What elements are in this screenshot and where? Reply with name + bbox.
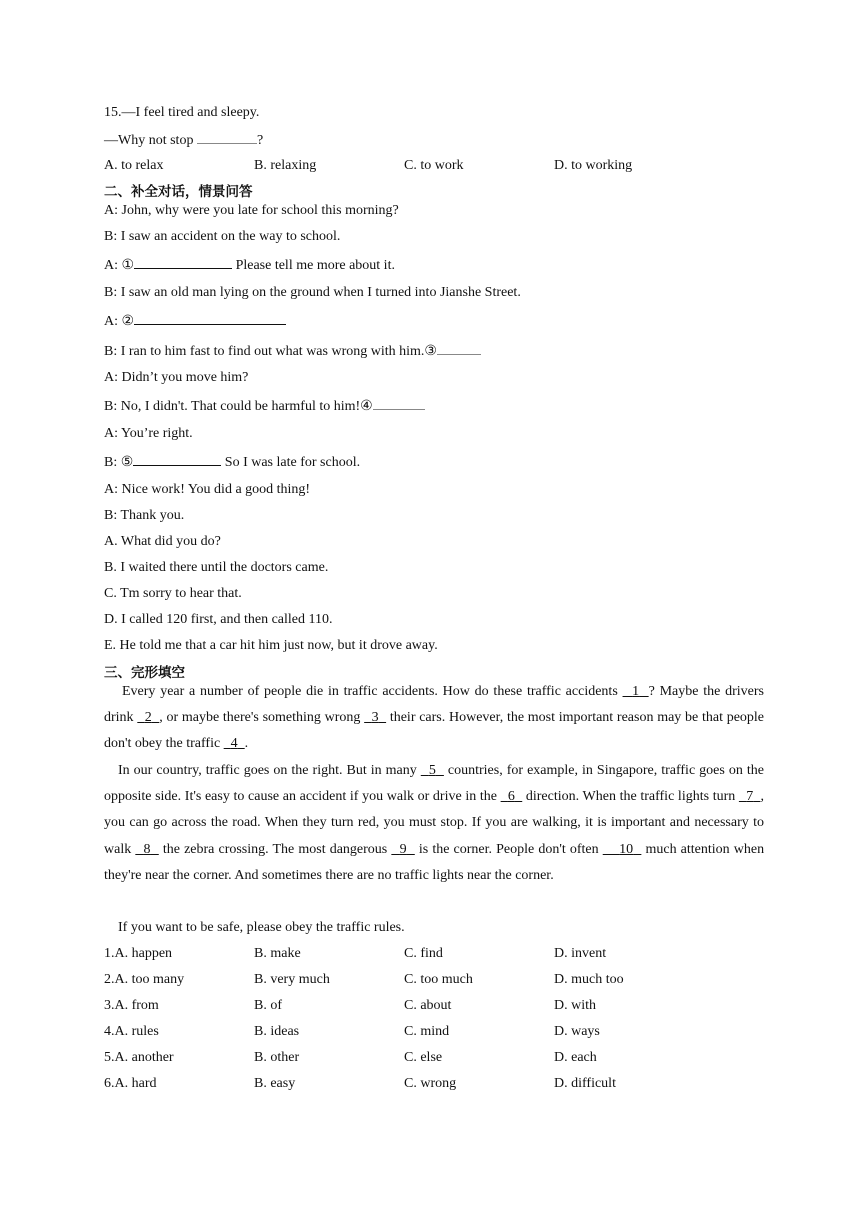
- q15-stem: 15.—I feel tired and sleepy.: [104, 105, 260, 120]
- cloze-blank-10-number: 10: [619, 841, 634, 857]
- dialog-choice-b: B. I waited there until the doctors came.: [104, 560, 329, 575]
- cloze-option-5d: D. each: [554, 1050, 597, 1065]
- dialog-line-2: B: I saw an accident on the way to school.: [104, 229, 341, 244]
- cloze-option-5c: C. else: [404, 1050, 443, 1065]
- dialog-line-8-prefix: B: No, I didn't. That could be harmful to him!④: [104, 399, 373, 414]
- cloze-p1-text-a: Every year a number of people die in traffic accidents. How do these traffic accidents: [122, 684, 623, 699]
- cloze-blank-2: [137, 710, 159, 725]
- dialog-choice-d: D. I called 120 first, and then called 110.: [104, 612, 333, 627]
- q15-blank: [197, 130, 257, 144]
- dialog-line-3-suffix: Please tell me more about it.: [232, 258, 395, 273]
- cloze-option-5b: B. other: [254, 1050, 300, 1065]
- cloze-paragraph-1: [104, 679, 764, 758]
- cloze-p2-text-c: direction. When the traffic lights turn: [522, 789, 739, 805]
- q15-option-c: C. to work: [404, 158, 464, 173]
- cloze-paragraph-2: [104, 758, 764, 889]
- cloze-p2-text-d: , you can go across the road. When they turn red, you must stop. If you are walking, it is important and necessary to walk: [104, 789, 764, 857]
- cloze-option-4a: 4.A. rules: [104, 1024, 159, 1039]
- cloze-blank-1-number: 1: [632, 684, 640, 699]
- cloze-p1-text-e: .: [244, 736, 249, 752]
- dialog-choice-e: E. He told me that a car hit him just now, but it drove away.: [104, 638, 438, 653]
- dialog-line-8: [104, 396, 425, 416]
- dialog-line-11: A: Nice work! You did a good thing!: [104, 482, 311, 497]
- cloze-paragraph-3: If you want to be safe, please obey the traffic rules.: [118, 920, 405, 935]
- cloze-blank-9: [391, 842, 414, 857]
- cloze-option-3b: B. of: [254, 998, 282, 1013]
- dialog-blank-4: [373, 396, 425, 410]
- section2-title: 二、补全对话，情景问答: [104, 184, 253, 200]
- cloze-blank-8-number: 8: [143, 841, 151, 857]
- dialog-line-1: A: John, why were you late for school this morning?: [104, 203, 399, 218]
- dialog-line-5-prefix: A: ②: [104, 314, 135, 329]
- cloze-option-3c: C. about: [404, 998, 452, 1013]
- cloze-blank-4-number: 4: [230, 736, 238, 752]
- cloze-blank-2-number: 2: [144, 710, 152, 726]
- dialog-line-9: A: You’re right.: [104, 426, 193, 441]
- cloze-blank-8: [135, 842, 158, 857]
- dialog-line-10: [104, 452, 360, 472]
- cloze-blank-5: [421, 763, 444, 778]
- dialog-blank-2: [134, 311, 286, 325]
- cloze-option-3a: 3.A. from: [104, 998, 159, 1013]
- cloze-blank-5-number: 5: [428, 763, 436, 778]
- q15-option-d: D. to working: [554, 158, 633, 173]
- cloze-blank-10: [603, 842, 642, 857]
- cloze-option-4d: D. ways: [554, 1024, 600, 1039]
- cloze-blank-9-number: 9: [399, 841, 407, 857]
- dialog-choice-c: C. Tm sorry to hear that.: [104, 586, 242, 601]
- cloze-option-3d: D. with: [554, 998, 596, 1013]
- cloze-option-1c: C. find: [404, 946, 443, 961]
- cloze-option-6c: C. wrong: [404, 1076, 457, 1091]
- cloze-blank-1: [623, 684, 649, 699]
- cloze-blank-3: [364, 710, 386, 725]
- cloze-option-6d: D. difficult: [554, 1076, 616, 1091]
- cloze-option-2a: 2.A. too many: [104, 972, 185, 987]
- q15-option-b: B. relaxing: [254, 158, 317, 173]
- cloze-option-1a: 1.A. happen: [104, 946, 173, 961]
- cloze-p2-text-a: In our country, traffic goes on the right. But in many: [118, 763, 421, 778]
- dialog-line-10-prefix: B: ⑤: [104, 455, 134, 470]
- dialog-blank-5: [133, 452, 221, 466]
- cloze-option-6b: B. easy: [254, 1076, 296, 1091]
- dialog-blank-1: [134, 255, 232, 269]
- cloze-option-2b: B. very much: [254, 972, 330, 987]
- cloze-blank-7: [739, 789, 761, 804]
- cloze-option-6a: 6.A. hard: [104, 1076, 157, 1091]
- cloze-option-4c: C. mind: [404, 1024, 450, 1039]
- q15-reply: [104, 130, 263, 150]
- cloze-p2-text-f: is the corner. People don't often: [414, 841, 603, 857]
- dialog-line-6-prefix: B: I ran to him fast to find out what was wrong with him.③: [104, 344, 437, 359]
- q15-option-a: A. to relax: [104, 158, 164, 173]
- cloze-p2-text-b: countries, for example, in Singapore, traffic goes on the opposite side. It's easy to cause an accident if you walk or drive in the: [104, 763, 764, 805]
- dialog-line-5: [104, 311, 286, 331]
- q15-reply-before: —Why not stop: [104, 133, 197, 148]
- cloze-blank-6-number: 6: [507, 789, 515, 805]
- dialog-line-6: [104, 341, 481, 361]
- dialog-line-10-suffix: So I was late for school.: [221, 455, 361, 470]
- cloze-blank-6: [501, 789, 523, 804]
- cloze-blank-7-number: 7: [746, 789, 754, 805]
- cloze-p1-text-b: ? Maybe the drivers drink: [104, 684, 764, 726]
- dialog-line-12: B: Thank you.: [104, 508, 185, 523]
- cloze-option-2d: D. much too: [554, 972, 624, 987]
- cloze-p1-text-c: , or maybe there's something wrong: [159, 710, 365, 726]
- cloze-blank-4: [224, 736, 245, 751]
- cloze-p1-text-d: their cars. However, the most important reason may be that people don't obey the traffic: [104, 710, 765, 752]
- dialog-blank-3: [437, 341, 481, 355]
- cloze-option-1b: B. make: [254, 946, 301, 961]
- q15-reply-after: ?: [256, 133, 264, 148]
- cloze-p2-text-g: much attention when they're near the corner. And sometimes there are no traffic lights near the corner.: [104, 841, 765, 883]
- cloze-blank-3-number: 3: [371, 710, 379, 726]
- cloze-option-2c: C. too much: [404, 972, 473, 987]
- cloze-p2-text-e: the zebra crossing. The most dangerous: [158, 841, 392, 857]
- cloze-option-1d: D. invent: [554, 946, 607, 961]
- dialog-line-4: B: I saw an old man lying on the ground when I turned into Jianshe Street.: [104, 285, 521, 300]
- dialog-line-3: [104, 255, 395, 275]
- dialog-choice-a: A. What did you do?: [104, 534, 221, 549]
- cloze-option-4b: B. ideas: [254, 1024, 300, 1039]
- dialog-line-7: A: Didn’t you move him?: [104, 370, 249, 385]
- section3-title: 三、完形填空: [104, 665, 185, 681]
- cloze-option-5a: 5.A. another: [104, 1050, 174, 1065]
- dialog-line-3-prefix: A: ①: [104, 258, 135, 273]
